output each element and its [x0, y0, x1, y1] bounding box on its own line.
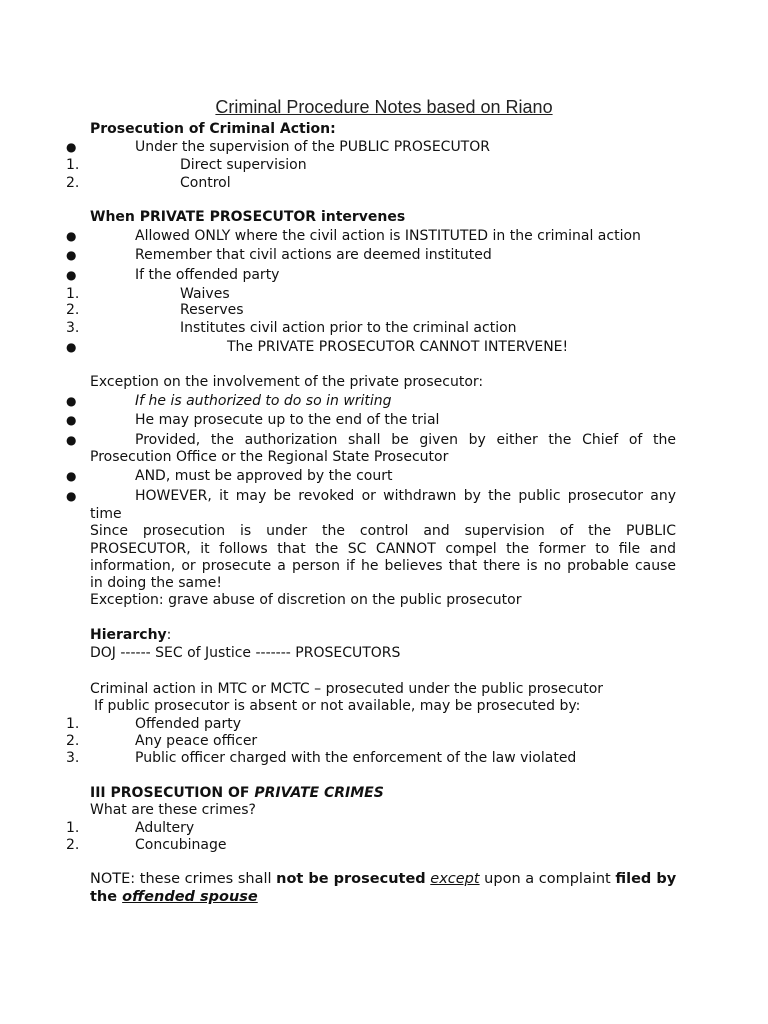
list-item: The PRIVATE PROSECUTOR CANNOT INTERVENE! [227, 339, 569, 355]
bullet-icon: ● [66, 413, 77, 427]
list-item: If he is authorized to do so in writing [135, 393, 392, 409]
list-number: 3. [66, 750, 80, 766]
list-number: 2. [66, 733, 80, 749]
heading-private-crimes-prefix: III PROSECUTION OF [90, 785, 255, 801]
document-title: Criminal Procedure Notes based on Riano [215, 97, 553, 117]
paragraph-line: in doing the same! [90, 575, 222, 591]
hierarchy-colon: : [166, 627, 172, 643]
bullet-icon: ● [66, 433, 77, 447]
bullet-icon: ● [66, 229, 77, 243]
list-item: Concubinage [135, 837, 227, 853]
list-item: Offended party [135, 716, 241, 732]
list-number: 2. [66, 175, 80, 191]
list-number: 1. [66, 286, 80, 302]
paragraph-line: Exception: grave abuse of discretion on the public prosecutor [90, 592, 522, 608]
list-item: Reserves [180, 302, 244, 318]
list-item: Adultery [135, 820, 195, 836]
list-item: Provided, the authorization shall be given by either the Chief of the [135, 432, 676, 448]
heading-private-crimes-emph: PRIVATE CRIMES [254, 785, 384, 801]
bullet-icon: ● [66, 489, 77, 503]
question-line: What are these crimes? [90, 802, 256, 818]
list-number: 1. [66, 157, 80, 173]
hierarchy-line: DOJ ------ SEC of Justice ------- PROSECUTORS [90, 645, 401, 661]
heading-exception: Exception on the involvement of the private prosecutor: [90, 374, 484, 390]
bullet-icon: ● [66, 469, 77, 483]
list-item: Direct supervision [180, 157, 307, 173]
paragraph-line: PROSECUTOR, it follows that the SC CANNOT compel the former to file and [90, 541, 676, 557]
hierarchy-label: Hierarchy [90, 627, 167, 643]
list-item: Control [180, 175, 231, 191]
bullet-icon: ● [66, 248, 77, 262]
list-item: Waives [180, 286, 230, 302]
heading-private-prosecutor: When PRIVATE PROSECUTOR intervenes [90, 209, 406, 225]
note-offended-spouse: offended spouse [122, 889, 258, 905]
list-number: 2. [66, 837, 80, 853]
list-item: Any peace officer [135, 733, 258, 749]
note-emphasis: filed by [615, 871, 677, 887]
list-item: AND, must be approved by the court [135, 468, 393, 484]
heading-private-crimes [90, 785, 384, 802]
note-line-1 [90, 871, 676, 888]
paragraph-line: Since prosecution is under the control and supervision of the PUBLIC [90, 523, 676, 539]
paragraph-line: If public prosecutor is absent or not available, may be prosecuted by: [94, 698, 581, 714]
heading-prosecution: Prosecution of Criminal Action: [90, 121, 336, 137]
note-except: except [430, 871, 480, 887]
list-number: 1. [66, 820, 80, 836]
heading-hierarchy [90, 627, 171, 644]
list-item: Allowed ONLY where the civil action is INSTITUTED in the criminal action [135, 228, 641, 244]
list-item: Remember that civil actions are deemed instituted [135, 247, 492, 263]
list-item: HOWEVER, it may be revoked or withdrawn by the public prosecutor any [135, 488, 676, 504]
list-item: Institutes civil action prior to the criminal action [180, 320, 517, 336]
bullet-icon: ● [66, 340, 77, 354]
note-text: the [90, 889, 123, 905]
list-item: Public officer charged with the enforcement of the law violated [135, 750, 577, 766]
list-number: 1. [66, 716, 80, 732]
bullet-icon: ● [66, 268, 77, 282]
list-item-continuation: Prosecution Office or the Regional State Prosecutor [90, 449, 449, 465]
note-text: upon a complaint [479, 871, 616, 887]
list-item: He may prosecute up to the end of the trial [135, 412, 440, 428]
note-line-2 [90, 889, 258, 906]
list-number: 2. [66, 302, 80, 318]
list-number: 3. [66, 320, 80, 336]
note-text: NOTE: these crimes shall [90, 871, 277, 887]
paragraph-line: Criminal action in MTC or MCTC – prosecuted under the public prosecutor [90, 681, 604, 697]
list-item: If the offended party [135, 267, 280, 283]
list-item: Under the supervision of the PUBLIC PROSECUTOR [135, 139, 490, 155]
bullet-icon: ● [66, 394, 77, 408]
list-item-continuation: time [90, 506, 122, 522]
paragraph-line: information, or prosecute a person if he believes that there is no probable cause [90, 558, 676, 574]
bullet-icon: ● [66, 140, 77, 154]
note-emphasis: not be prosecuted [276, 871, 426, 887]
